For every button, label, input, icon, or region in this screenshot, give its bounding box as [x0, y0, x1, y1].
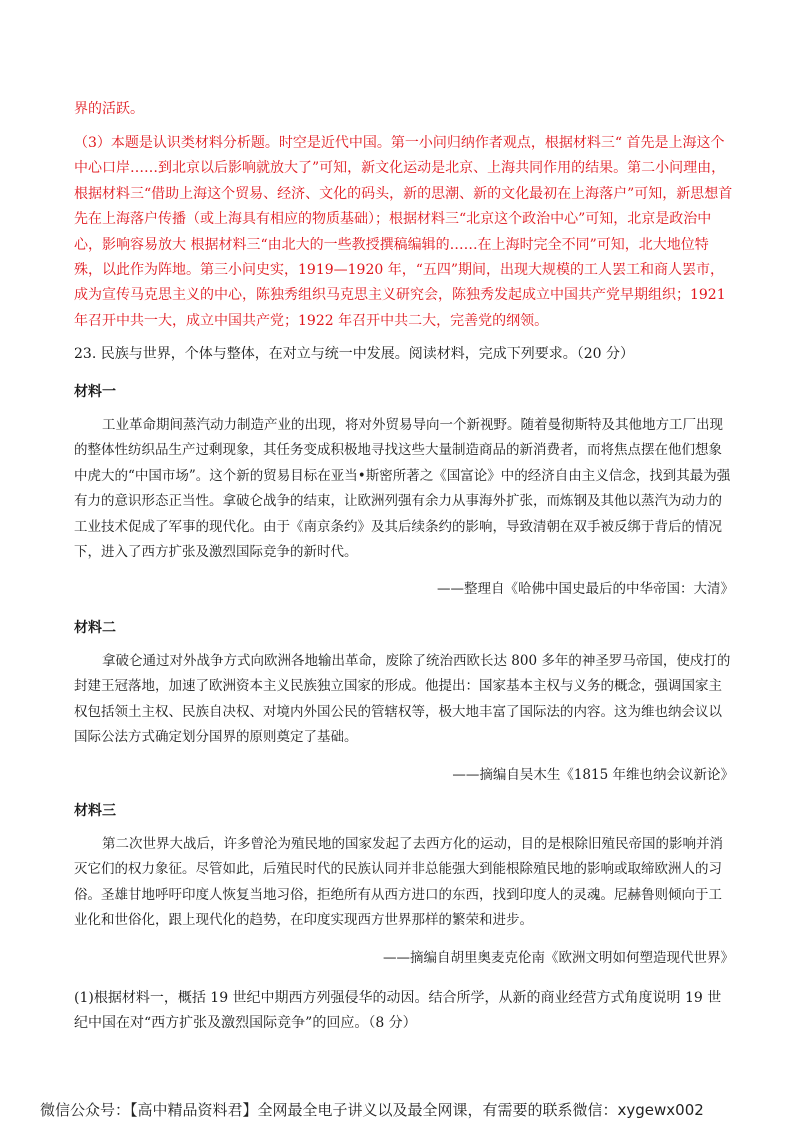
- material-2-source: ——摘编自吴木生《1815 年维也纳会议新论》: [452, 766, 734, 783]
- material-2-heading: 材料二: [74, 620, 116, 636]
- material-2-text: 拿破仑通过对外战争方式向欧洲各地输出革命，废除了统治西欧长达 800 多年的神圣罗马帝国，使戍打的封建王冠落地，加速了欧洲资本主义民族独立国家的形成。他提出：国家基本主权与义务的概念，强调国家主权包括领土主权、民族自决权、对境内外国公民的管辖权等，极大地丰富了国际法的内容。这为维也纳会议以国际公法方式确定划分国界的原则奠定了基础。: [74, 653, 731, 746]
- answer-part-3: [74, 131, 734, 334]
- question-23-text: 23. 民族与世界，个体与整体，在对立与统一中发展。阅读材料，完成下列要求。（20 分）: [74, 346, 634, 362]
- material-3-text: 第二次世界大战后，许多曾沦为殖民地的国家发起了去西方化的运动，目的是根除旧殖民帝国的影响并消灭它们的权力象征。尽管如此，后殖民时代的民族认同并非总能强大到能根除殖民地的影响或取缔欧洲人的习俗。圣雄甘地呼吁印度人恢复当地习俗，拒绝所有从西方进口的东西，找到印度人的灵魂。尼赫鲁则倾向于工业化和世俗化，跟上现代化的趋势，在印度实现西方世界那样的繁荣和进步。: [74, 836, 723, 929]
- sub-question-1: [74, 986, 734, 1037]
- material-3-heading: 材料三: [74, 803, 116, 819]
- sub-question-1-text: (1)根据材料一，概括 19 世纪中期西方列强侵华的动因。结合所学，从新的商业经营方式角度说明 19 世纪中国在对“西方扩张及激烈国际竞争”的回应。（8 分）: [74, 990, 722, 1032]
- answer-continued: [74, 97, 734, 122]
- material-1-text: 工业革命期间蒸汽动力制造产业的出现，将对外贸易导向一个新视野。随着曼彻斯特及其他地方工厂出现的整体性纺织品生产过剩现象，其任务变成积极地寻找这些大量制造商品的新消费者，而将焦点摆在他们想象中虎大的“中国市场”。这个新的贸易目标在亚当•斯密所著之《国富论》中的经济自由主义信念，找到其最为强有力的意识形态正当性。拿破仑战争的结束，让欧洲列强有余力从事海外扩张，而炼钢及其他以蒸汽为动力的工业技术促成了军事的现代化。由于《南京条约》及其后续条约的影响，导致清朝在双手被反绑于背后的情况下，进入了西方扩张及激烈国际竞争的新时代。: [74, 417, 731, 561]
- material-2: [74, 617, 734, 783]
- material-1-heading: 材料一: [74, 384, 116, 400]
- material-3-source: ——摘编自胡里奥麦克伦南《欧洲文明如何塑造现代世界》: [383, 949, 734, 966]
- material-1: [74, 381, 734, 597]
- footer-watermark: 微信公众号：【高中精品资料君】全网最全电子讲义以及最全网课，有需要的联系微信：xygewx002: [40, 1101, 704, 1119]
- answer-continued-text: 界的活跃。: [74, 101, 144, 117]
- question-23: [74, 342, 734, 367]
- material-1-source: ——整理自《哈佛中国史最后的中华帝国：大清》: [437, 581, 734, 598]
- answer-part-3-text: （3）本题是认识类材料分析题。时空是近代中国。第一小问归纳作者观点，根据材料三“ 首先是上海这个中心口岸……到北京以后影响就放大了”可知，新文化运动是北京、上海共同作用的结果。第二小问理由，根据材料三“借助上海这个贸易、经济、文化的码头，新的思潮、新的文化最初在上海落户”可知，新思想首先在上海落户传播（或上海具有相应的物质基础）；根据材料三“北京这个政治中心”可知，北京是政治中心，影响容易放大 根据材料三“由北大的一些教授撰稿编辑的……在上海时完全不同”可知，北大地位特殊，以此作为阵地。第三小问史实，1919—1920 年，“五四”期间，出现大规模的工人罢工和商人罢市，成为宣传马克思主义的中心，陈独秀组织马克思主义研究会，陈独秀发起成立中国共产党早期组织；1921 年召开中共一大，成立中国共产党；1922 年召开中共二大，完善党的纲领。: [74, 135, 733, 329]
- material-3: [74, 800, 734, 966]
